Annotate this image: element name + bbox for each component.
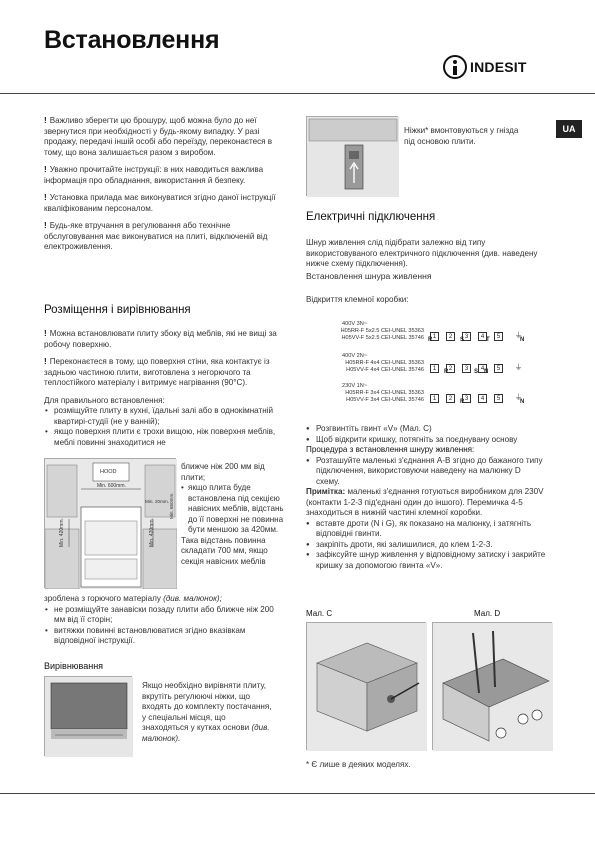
terminal: 5 (494, 332, 503, 341)
list-item: • витяжки повинні встановлюватися згідно вказівкам відповідної інструкції. (44, 626, 284, 647)
wiring-cable: H05RR-F 3x4 CEI-UNEL 35363 (345, 389, 424, 396)
terminal-block-1 (430, 325, 522, 343)
steps-list-2 (306, 456, 546, 488)
min20-label: Min. 20mm. (145, 499, 169, 504)
terminal: 1 (430, 332, 439, 341)
clearance-diagram (44, 458, 176, 588)
procedure-title: Процедура з встановлення шнуру живлення: (306, 445, 475, 454)
indesit-logo-icon (443, 55, 467, 79)
list-item: ● Розташуйте маленькі з'єднання A-B згідно до бажаного типу підключення, використовуючи наведену на малюнку D схему. (306, 456, 546, 488)
wiring-row-2 (306, 353, 424, 373)
clearance-line: ближче ніж 200 мм від плити; (181, 462, 265, 482)
steps-list-1 (306, 424, 546, 445)
terminal: 3 (462, 332, 471, 341)
install-list (44, 406, 284, 448)
min650-label: Min. 650mm. (169, 492, 174, 519)
figure-c-label: Мал. C (306, 609, 333, 618)
intro-para: ! Установка прилада має виконуватися згідно даної інструкції кваліфікованим персоналом. (44, 193, 276, 213)
clearance-bullet: • якщо плита буде встановлена під секцією навісних меблів, відстань до її поверхні не повинна бути меншою за 420мм. (181, 483, 284, 534)
leveling-figure (44, 676, 132, 756)
placement-para: ! Переконаєтеся в тому, що поверхня стіни, яка контактує із задньою частиною плити, виготовлена з негорючого та теплостійкого матеріалу і витримує нагрівання (90°C). (44, 357, 270, 387)
wiring-row-3 (306, 383, 424, 403)
ground-icon: ⏚ (514, 331, 523, 340)
min420-right-label: Min. 420mm. (149, 518, 155, 547)
ground-icon: ⏚ (514, 363, 523, 372)
legs-figure (306, 116, 398, 196)
legs-text: Ніжки* вмонтовуються у гнізда під основою плити. (404, 126, 519, 146)
min420-left-label: Min. 420mm. (59, 518, 65, 547)
terminal: 3 (462, 394, 471, 403)
footnote: * Є лише в деяких моделях. (306, 760, 411, 769)
page-title: Встановлення (44, 26, 220, 54)
wiring-cable: H05RR-F 4x4 CEI-UNEL 35363 (345, 359, 424, 366)
list-item: ● закріпіть дроти, які залишилися, до клем 1-2-3. (306, 540, 546, 551)
electrical-block (306, 238, 546, 306)
clearance-after: Така відстань повинна складати 700 мм, якщо секція навісних меблів (181, 535, 268, 566)
after-figure-block (44, 594, 284, 647)
terminal: 2 (446, 364, 455, 373)
terminal: 4 (478, 364, 487, 373)
list-item: ● Щоб відкрити кришку, потягніть за поєднувану основу (306, 435, 546, 446)
leveling-title: Вирівнювання (44, 661, 104, 671)
terminal: 2 (446, 332, 455, 341)
wiring-voltage: 230V 1N~ (342, 383, 368, 389)
wiring-cable: H05RR-F 5x2.5 CEI-UNEL 35363 (340, 327, 424, 334)
leveling-text: Якщо необхідно вирівняти плиту, вкрутіть регулюючі ніжки, що входять до комплекту постачання, у спеціальні місця, що знаходяться у кутках основи (див. малюнок). (142, 681, 272, 743)
language-badge: UA (556, 120, 582, 138)
terminal: 1 (430, 394, 439, 403)
brand-logo (443, 55, 527, 79)
wiring-diagrams: 400V 3N~ H05RR-F 5x2.5 CEI-UNEL 35363 H05VV-F 5x2.5 CEI-UNEL 35746 400V 2N~ H05RR-F 4x4 CEI-UNEL 35363 H05VV-F 4x4 CEI-UNEL 35746 230V 1N~ H05RR-F 3x4 CEI-UNEL 35363 H05VV-F 3x4 CEI-UNEL 35746 1 2 3 4 5 ⏚ R S T N 1 2 3 4 5 ⏚ R S N 1 2 3 4 5 ⏚ R N (306, 321, 546, 415)
ground-icon: ⏚ (514, 393, 523, 402)
steps-list-3 (306, 519, 546, 572)
terminal: 4 (478, 332, 487, 341)
footer-divider (0, 793, 595, 794)
wiring-cable: H05VV-F 5x2.5 CEI-UNEL 35746 (341, 334, 424, 341)
terminal: 2 (446, 394, 455, 403)
figure-d-label: Мал. D (474, 609, 501, 618)
figure-c (306, 622, 426, 750)
figure-d (432, 622, 552, 750)
wiring-voltage: 400V 2N~ (342, 353, 368, 359)
section-title-electrical: Електричні підключення (306, 211, 436, 223)
intro-para: ! Важливо зберегти цю брошуру, щоб можна було до неї звернутися при необхідності у будь-якому випадку. У разі продажу, передачі іншій особі або переїзду, переконаєтеся в тому, що вона залишається разом з виробом. (44, 116, 273, 157)
section-title-placement: Розміщення і вирівнювання (44, 304, 191, 316)
clearance-text (181, 462, 285, 567)
cord-install-subtitle: Встановлення шнура живлення (306, 270, 432, 281)
terminal: 5 (494, 394, 503, 403)
terminal-block-3 (430, 387, 522, 405)
install-intro: Для правильного встановлення: (44, 395, 165, 405)
terminal: 5 (494, 364, 503, 373)
electrical-para: Шнур живлення слід підібрати залежно від типу використовуваного електричного підключення (див. наведену нижче схему підключення). (306, 238, 538, 268)
terminal: 3 (462, 364, 471, 373)
placement-para: ! Можна встановлювати плиту збоку від меблів, які не вищі за робочу поверхню. (44, 329, 277, 349)
procedure-block (306, 424, 546, 571)
intro-block (44, 116, 284, 260)
list-item: • розміщуйте плиту в кухні, їдальні залі або в однокімнатній квартирі-студії (не у ванній); (44, 406, 284, 427)
list-item: ● Розгвинтіть гвинт «V» (Мал. C) (306, 424, 546, 435)
list-item: • не розміщуйте занавіски позаду плити або ближче ніж 200 мм від її сторін; (44, 605, 284, 626)
min600-label: Min. 600mm. (97, 483, 126, 489)
after-fig-line: зроблена з горючого матеріалу (див. малюнок); (44, 594, 222, 603)
wiring-cable: H05VV-F 4x4 CEI-UNEL 35746 (346, 366, 424, 373)
header-divider (0, 93, 595, 94)
terminal-open-label: Відкриття клемної коробки: (306, 295, 409, 304)
terminal: 4 (478, 394, 487, 403)
note: Примітка: маленькі з'єднання готуються виробником для 230V (контакти 1-2-3 під'єднані один до іншого). Перемичка 4-5 знаходиться в нижній частині клемної коробки. (306, 487, 544, 517)
list-item: ● зафіксуйте шнур живлення у відповідному затиску і закрийте кришку за допомогою гвинта «V». (306, 550, 546, 571)
terminal: 1 (430, 364, 439, 373)
hood-label: HOOD (100, 469, 117, 475)
placement-block (44, 329, 284, 448)
wiring-voltage: 400V 3N~ (342, 321, 368, 327)
brand-name: INDESIT (470, 59, 527, 75)
curtain-list (44, 605, 284, 647)
intro-para: ! Будь-яке втручання в регулювання або технічне обслуговування має виконуватися на плиті, відключеній від електроживлення. (44, 221, 268, 251)
list-item: • якщо поверхня плити є трохи вищою, ніж поверхня меблів, меблі повинні знаходитися не (44, 427, 284, 448)
wiring-row-1 (306, 321, 424, 341)
list-item: ● вставте дроти (N і G), як показано на малюнку, і затягніть відповідні гвинти. (306, 519, 546, 540)
wiring-cable: H05VV-F 3x4 CEI-UNEL 35746 (346, 396, 424, 403)
intro-para: ! Уважно прочитайте інструкції: в них наводиться важлива інформація про обладнання, використання й безпеку. (44, 165, 264, 185)
